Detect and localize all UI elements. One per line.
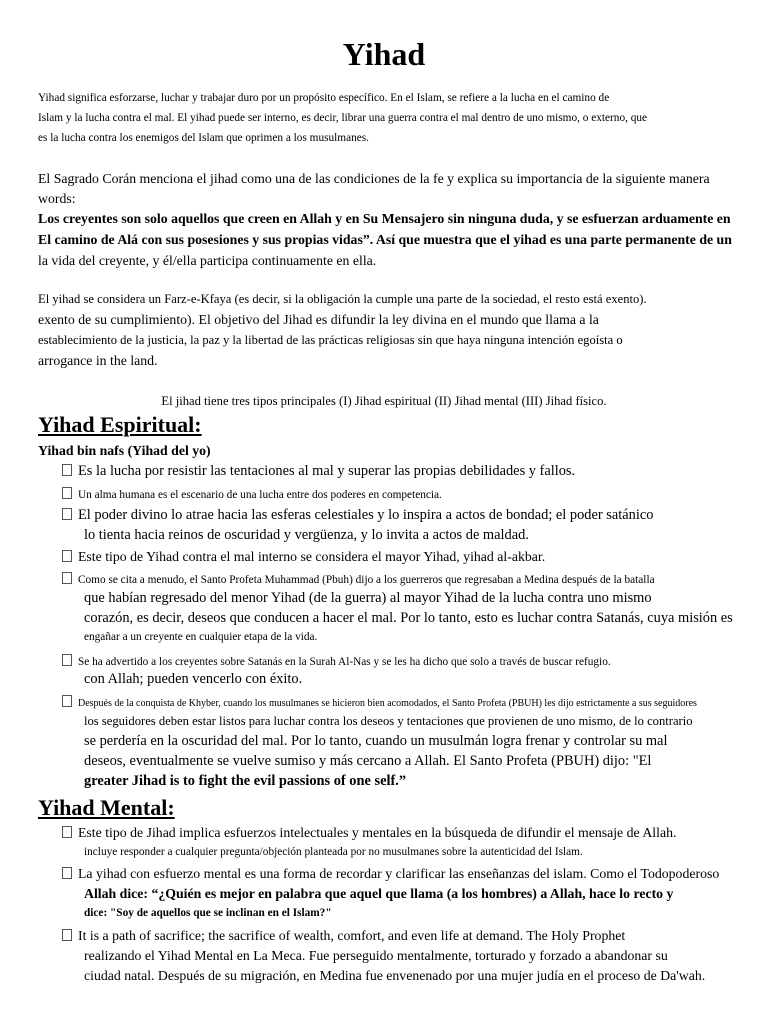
list-item: Es la lucha por resistir las tentaciones al mal y superar las propias debilidades y fallos. bbox=[62, 463, 575, 480]
list-item: Este tipo de Yihad contra el mal interno se considera el mayor Yihad, yihad al-akbar. bbox=[62, 549, 545, 565]
page-title: Yihad bbox=[342, 36, 426, 72]
bullet-box-icon bbox=[62, 695, 72, 707]
list-item-cont: dice: "Soy de aquellos que se inclinan en el Islam?" bbox=[84, 907, 332, 919]
types-line: El jihad tiene tres tipos principales (I) Jihad espiritual (II) Jihad mental (III) Jihad físico. bbox=[161, 394, 607, 408]
list-item-cont: se perdería en la oscuridad del mal. Por lo tanto, cuando un musulmán logra frenar y controlar su mal bbox=[84, 733, 668, 749]
list-item-cont: incluye responder a cualquier pregunta/objeción planteada por no musulmanes sobre la autenticidad del Islam. bbox=[84, 846, 583, 858]
list-item-cont: los seguidores deben estar listos para luchar contra los deseos y tentaciones que provienen de uno mismo, de lo contrario bbox=[84, 714, 693, 728]
farz-line: El yihad se considera un Farz-e-Kfaya (es decir, si la obligación la cumple una parte de la sociedad, el resto está exento). bbox=[38, 292, 647, 306]
list-item-cont: greater Jihad is to fight the evil passions of one self.” bbox=[84, 773, 407, 789]
intro-line: es la lucha contra los enemigos del Islam que oprimen a los musulmanes. bbox=[38, 132, 369, 144]
section-heading-mental: Yihad Mental: bbox=[38, 795, 175, 820]
list-item-cont: con Allah; pueden vencerlo con éxito. bbox=[84, 671, 303, 687]
coran-quote-line: Los creyentes son solo aquellos que creen en Allah y en Su Mensajero sin ninguna duda, y se esfuerzan arduamente en bbox=[38, 211, 731, 226]
intro-line: Yihad significa esforzarse, luchar y trabajar duro por un propósito específico. En el Islam, se refiere a la lucha en el camino de bbox=[38, 92, 610, 104]
list-item: La yihad con esfuerzo mental es una forma de recordar y clarificar las enseñanzas del islam. Como el Todopoderoso bbox=[62, 866, 719, 882]
bullet-box-icon bbox=[62, 464, 72, 476]
list-item-cont: ciudad natal. Después de su migración, en Medina fue envenenado por una mujer judía en el proceso de Da'wah. bbox=[84, 968, 706, 983]
list-item: Como se cita a menudo, el Santo Profeta Muhammad (Pbuh) dijo a los guerreros que regresaban a Medina después de la batalla bbox=[62, 572, 655, 586]
list-item: It is a path of sacrifice; the sacrifice of wealth, comfort, and even life at demand. The Holy Prophet bbox=[62, 928, 625, 944]
list-item: Después de la conquista de Khyber, cuando los musulmanes se hicieron bien acomodados, el Santo Profeta (PBUH) les dijo estrictamente a sus seguidores bbox=[62, 695, 697, 709]
list-item-cont: Allah dice: “¿Quién es mejor en palabra que aquel que llama (a los hombres) a Allah, hace lo recto y bbox=[84, 886, 674, 901]
list-item: Un alma humana es el escenario de una lucha entre dos poderes en competencia. bbox=[62, 487, 442, 501]
subheading: Yihad bin nafs (Yihad del yo) bbox=[38, 443, 211, 458]
bullet-box-icon bbox=[62, 550, 72, 562]
bullet-box-icon bbox=[62, 929, 72, 941]
list-item-cont: deseos, eventualmente se vuelve sumiso y más cercano a Allah. El Santo Profeta (PBUH) dijo: "El bbox=[84, 753, 652, 769]
list-item: Este tipo de Jihad implica esfuerzos intelectuales y mentales en la búsqueda de difundir el mensaje de Allah. bbox=[62, 825, 676, 841]
bullet-box-icon bbox=[62, 487, 72, 499]
farz-line: establecimiento de la justicia, la paz y la libertad de las prácticas religiosas sin que haya ninguna intención egoísta o bbox=[38, 333, 623, 347]
list-item-cont: realizando el Yihad Mental en La Meca. Fue perseguido mentalmente, torturado y forzado a abandonar su bbox=[84, 948, 668, 963]
list-item: Se ha advertido a los creyentes sobre Satanás en la Surah Al-Nas y se les ha dicho que solo a través de buscar refugio. bbox=[62, 654, 611, 668]
list-item-cont: corazón, es decir, deseos que conducen a hacer el mal. Por lo tanto, esto es luchar contra Satanás, cuya misión es bbox=[84, 610, 733, 626]
bullet-box-icon bbox=[62, 654, 72, 666]
list-item-cont: lo tienta hacia reinos de oscuridad y vergüenza, y lo invita a actos de maldad. bbox=[84, 527, 529, 543]
bullet-box-icon bbox=[62, 867, 72, 879]
coran-line: El Sagrado Corán menciona el jihad como una de las condiciones de la fe y explica su importancia de la siguiente manera bbox=[38, 171, 710, 186]
bullet-box-icon bbox=[62, 826, 72, 838]
intro-line: Islam y la lucha contra el mal. El yihad puede ser interno, es decir, librar una guerra contra el mal dentro de uno mismo, o externo, que bbox=[38, 112, 648, 124]
coran-quote-line: El camino de Alá con sus posesiones y sus propias vidas”. Así que muestra que el yihad es una parte permanente de un bbox=[38, 232, 732, 247]
section-heading-spiritual: Yihad Espiritual: bbox=[38, 412, 202, 437]
bullet-box-icon bbox=[62, 508, 72, 520]
coran-line: la vida del creyente, y él/ella participa continuamente en ella. bbox=[38, 253, 377, 268]
bullet-box-icon bbox=[62, 572, 72, 584]
list-item-cont: que habían regresado del menor Yihad (de la guerra) al mayor Yihad de la lucha contra uno mismo bbox=[84, 590, 652, 606]
farz-line: arrogance in the land. bbox=[38, 353, 158, 368]
coran-line: words: bbox=[38, 191, 76, 206]
list-item: El poder divino lo atrae hacia las esferas celestiales y lo inspira a actos de bondad; el poder satánico bbox=[62, 507, 653, 524]
farz-line: exento de su cumplimiento). El objetivo del Jihad es difundir la ley divina en el mundo que llama a la bbox=[38, 312, 599, 327]
list-item-cont: engañar a un creyente en cualquier etapa de la vida. bbox=[84, 631, 318, 643]
